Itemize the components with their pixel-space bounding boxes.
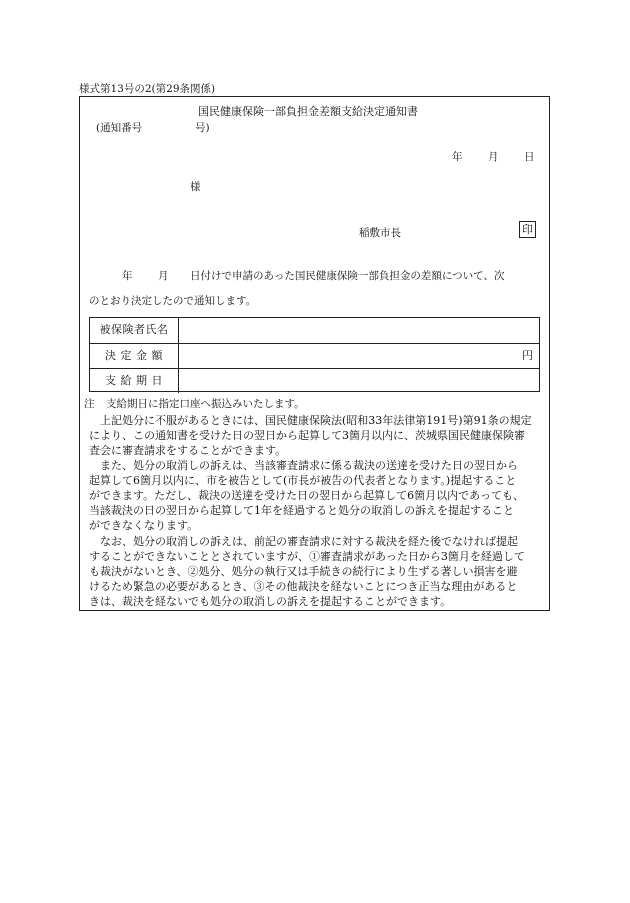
table-row-insured-name: [90, 318, 539, 343]
legal-line: 査会に審査請求をすることができます。: [89, 444, 287, 457]
intro-text-line-2: のとおり決定したので通知します。: [89, 295, 257, 307]
date-year-label: 年: [452, 151, 463, 163]
legal-line: また、処分の取消しの訴えは、当該審査請求に係る裁決の送達を受けた日の翌日から: [89, 459, 518, 472]
issuer-name: 稲敷市長: [359, 227, 401, 239]
recipient-honorific: 様: [190, 181, 201, 193]
date-day-label: 日: [524, 151, 535, 163]
payment-info-table: [89, 317, 540, 392]
legal-line: 起算して6箇月以内に、市を被告として(市長が被告の代表者となります。)提起すること: [89, 474, 517, 487]
note-text: 支給期日に指定口座へ振込みいたします。: [106, 398, 305, 410]
intro-month-label: 月: [158, 270, 169, 282]
notice-number-suffix: 号): [195, 122, 210, 134]
intro-text-line-1: 日付けで申請のあった国民健康保険一部負担金の差額について、次: [190, 270, 505, 282]
seal-stamp-box: 印: [519, 221, 536, 238]
table-row-payment-date: [90, 368, 539, 393]
notice-number-prefix: (通知番号: [96, 122, 143, 134]
note-label: 注: [84, 398, 95, 410]
decided-amount-value: 円: [522, 349, 533, 362]
payment-date-label: 支 給 期 日: [90, 369, 179, 393]
insured-name-label: 被保険者氏名: [90, 318, 179, 343]
insured-name-value: [179, 318, 533, 343]
legal-line: ができなくなります。: [89, 519, 199, 532]
legal-line: も裁決がないとき、②処分、処分の執行又は手続きの続行により生ずる著しい損害を避: [89, 565, 518, 578]
intro-year-label: 年: [122, 270, 133, 282]
document-title: 国民健康保険一部負担金差額支給決定通知書: [198, 105, 418, 118]
date-month-label: 月: [488, 151, 499, 163]
legal-line: により、この通知書を受けた日の翌日から起算して3箇月以内に、茨城県国民健康保険審: [89, 429, 525, 442]
form-number: 様式第13号の2(第29条関係): [79, 83, 216, 95]
legal-line: けるため緊急の必要があるとき、③その他裁決を経ないことにつき正当な理由があると: [89, 580, 518, 593]
decided-amount-label: 決 定 金 額: [90, 344, 179, 368]
payment-date-value: [179, 369, 533, 393]
legal-line: ができます。ただし、裁決の送達を受けた日の翌日から起算して6箇月以内であっても、: [89, 489, 525, 502]
legal-line: 上記処分に不服があるときには、国民健康保険法(昭和33年法律第191号)第91条の規定: [89, 414, 532, 427]
table-row-decided-amount: [90, 343, 539, 368]
legal-line: することができないこととされていますが、①審査請求があった日から3箇月を経過して: [89, 550, 525, 563]
legal-line: きは、裁決を経ないでも処分の取消しの訴えを提起することができます。: [89, 595, 452, 608]
legal-line: 当該裁決の日の翌日から起算して1年を経過すると処分の取消しの訴えを提起すること: [89, 504, 514, 517]
legal-line: なお、処分の取消しの訴えは、前記の審査請求に対する裁決を経た後でなければ提起: [89, 535, 518, 548]
